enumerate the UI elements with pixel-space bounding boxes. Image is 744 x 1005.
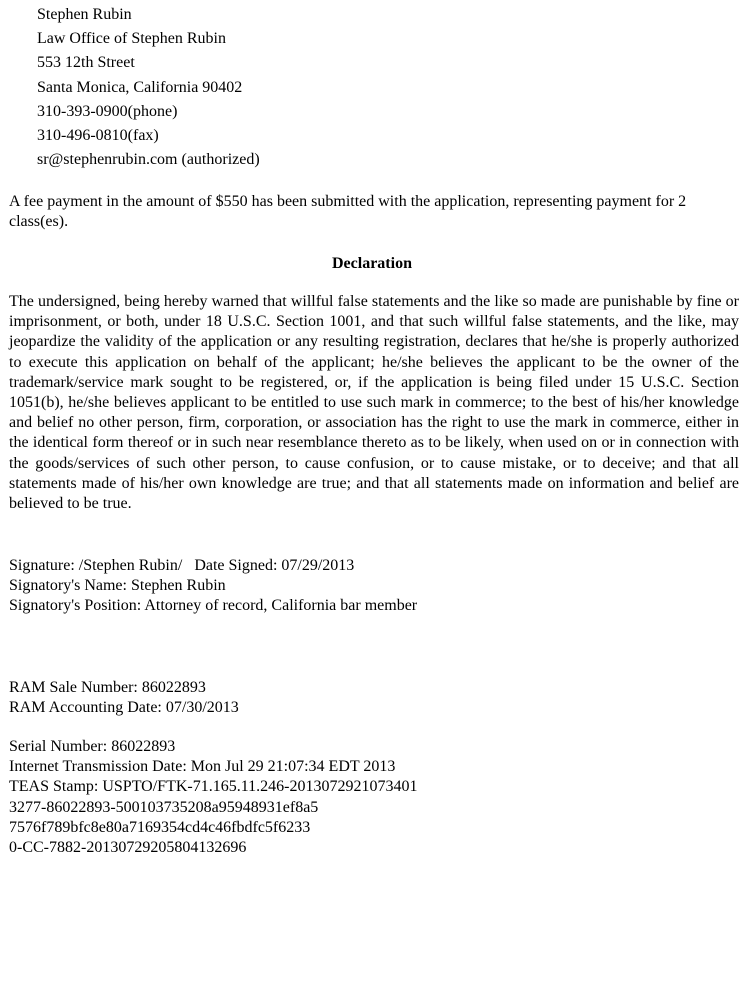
phone-number: 310-393-0900(phone) bbox=[37, 102, 178, 120]
signature-block bbox=[9, 556, 417, 617]
fax-number: 310-496-0810(fax) bbox=[37, 127, 159, 145]
teas-stamp-line-4: 0-CC-7882-20130729205804132696 bbox=[9, 839, 247, 857]
ram-accounting-date: RAM Accounting Date: 07/30/2013 bbox=[9, 699, 239, 717]
email-address: sr@stephenrubin.com (authorized) bbox=[37, 151, 260, 169]
ram-sale-number: RAM Sale Number: 86022893 bbox=[9, 679, 206, 696]
attorney-name: Stephen Rubin bbox=[37, 6, 132, 23]
signatory-name: Signatory's Name: Stephen Rubin bbox=[9, 577, 226, 595]
transmission-date: Internet Transmission Date: Mon Jul 29 21:07:34 EDT 2013 bbox=[9, 758, 396, 776]
attorney-contact-block bbox=[37, 3, 260, 172]
law-firm-name: Law Office of Stephen Rubin bbox=[37, 30, 226, 48]
signatory-position: Signatory's Position: Attorney of record, California bar member bbox=[9, 597, 418, 615]
declaration-heading: Declaration bbox=[332, 255, 412, 272]
teas-stamp-line-3: 7576f789bfc8e80a7169354cd4c46fbdfc5f6233 bbox=[9, 818, 311, 836]
ram-block bbox=[9, 678, 239, 718]
city-state-zip: Santa Monica, California 90402 bbox=[37, 78, 243, 96]
teas-stamp-line-2: 3277-86022893-500103735208a95948931ef8a5 bbox=[9, 798, 319, 816]
signature-line: Signature: /Stephen Rubin/ Date Signed: 07/29/2013 bbox=[9, 557, 355, 574]
transmission-block bbox=[9, 737, 417, 858]
street-address: 553 12th Street bbox=[37, 54, 135, 72]
teas-stamp-line-1: TEAS Stamp: USPTO/FTK-71.165.11.246-2013072921073401 bbox=[9, 778, 418, 796]
declaration-text: The undersigned, being hereby warned that willful false statements and the like so made are punishable by fine or imprisonment, or both, under 18 U.S.C. Section 1001, and that such willful false statements, and the like, may jeopardize the validity of the application or any resulting registration, declares that he/she is properly authorized to execute this application on behalf of the applicant; he/she believes the applicant to be the owner of the trademark/service mark sought to be registered, or, if the application is being filed under 15 U.S.C. Section 1051(b), he/she believes applicant to be entitled to use such mark in commerce; to the best of his/her knowledge and belief no other person, firm, corporation, or association has the right to use the mark in commerce, either in the identical form thereof or in such near resemblance thereto as to be likely, when used on or in connection with the goods/services of such other person, to cause confusion, or to cause mistake, or to deceive; and that all statements made of his/her own knowledge are true; and that all statements made on information and belief are believed to be true. bbox=[9, 293, 739, 513]
fee-payment-statement: A fee payment in the amount of $550 has been submitted with the application, representing payment for 2 class(es). bbox=[9, 193, 687, 231]
serial-number: Serial Number: 86022893 bbox=[9, 738, 176, 755]
